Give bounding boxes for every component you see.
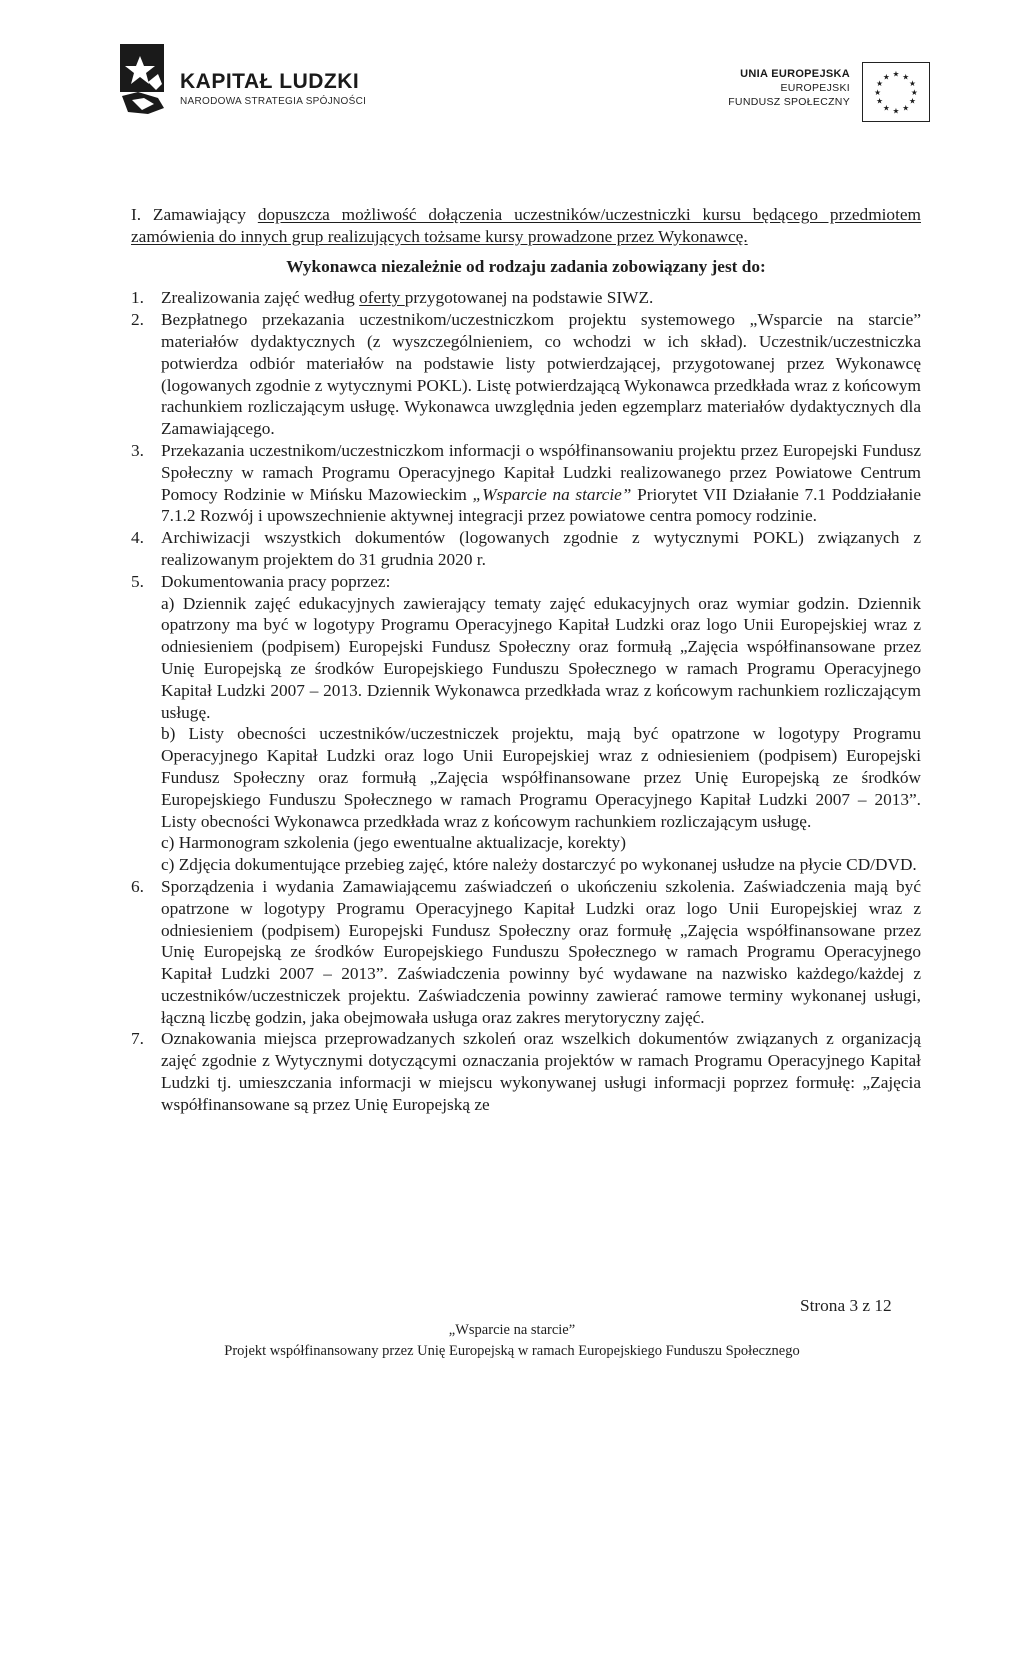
- svg-text:★: ★: [892, 106, 900, 116]
- footer-cofinance-note: Projekt współfinansowany przez Unię Europejską w ramach Europejskiego Funduszu Społecznego: [224, 1343, 800, 1359]
- list-item: [131, 571, 921, 876]
- item-number: 2.: [131, 310, 144, 330]
- eu-logo-text: [728, 68, 850, 108]
- svg-text:★: ★: [882, 103, 890, 113]
- item-text: Dokumentowania pracy poprzez:: [161, 571, 391, 591]
- svg-text:★: ★: [876, 79, 884, 89]
- item-number: 6.: [131, 876, 144, 896]
- sub-item: b) Listy obecności uczestników/uczestniczek projektu, mają być opatrzone w logotypy Programu Operacyjnego Kapitał Ludzki oraz logo Unii Europejskiej wraz z odniesieniem (podpisem) Europejski Fundusz Społeczny oraz formułą „Zajęcia współfinansowane przez Unię Europejską ze środków Europejskiego Funduszu Społecznego w ramach Programu Operacyjnego Kapitał Ludzki 2007 – 2013”. Listy obecności Wykonawca przedkłada wraz z końcowym rachunkiem rozliczającym usługę.: [161, 724, 921, 831]
- list-item: [131, 1028, 921, 1115]
- item-text: przygotowanej na podstawie SIWZ.: [404, 288, 654, 308]
- document-body: [131, 204, 921, 1116]
- item-text: Zrealizowania zajęć według: [161, 288, 360, 308]
- eu-logo-line3: FUNDUSZ SPOŁECZNY: [728, 96, 850, 108]
- svg-text:★: ★: [902, 103, 910, 113]
- intro-prefix: I. Zamawiający: [131, 205, 258, 224]
- list-item: [131, 876, 921, 1029]
- svg-text:★: ★: [908, 96, 916, 106]
- kapital-ludzki-emblem-icon: [118, 44, 166, 116]
- list-item: [131, 287, 921, 309]
- svg-text:★: ★: [876, 96, 884, 106]
- svg-text:★: ★: [910, 87, 918, 97]
- list-item: [131, 527, 921, 571]
- sub-item: a) Dziennik zajęć edukacyjnych zawierający tematy zajęć edukacyjnych oraz wymiar godzin. Dziennik opatrzony ma być w logotypy Programu Operacyjnego Kapitał Ludzki oraz logo Unii Europejskiej wraz z odniesieniem (podpisem) Europejski Fundusz Społeczny oraz formułą „Zajęcia współfinansowane przez Unię Europejską ze środków Europejskiego Funduszu Społecznego w ramach Programu Operacyjnego Kapitał Ludzki 2007 – 2013. Dziennik Wykonawca przedkłada wraz z końcowym rachunkiem rozliczającym usługę.: [161, 593, 921, 722]
- list-item: [131, 440, 921, 527]
- svg-text:★: ★: [908, 79, 916, 89]
- eu-logo-line2: EUROPEJSKI: [780, 82, 850, 94]
- item-text: Priorytet VII Działanie 7.1 Poddziałanie 7.1.2 Rozwój i upowszechnienie aktywnej integracji przez powiatowe centra pomocy rodzinie.: [161, 484, 921, 526]
- item-text: Przekazania uczestnikom/uczestniczkom informacji o współfinansowaniu projektu przez Europejski Fundusz Społeczny w ramach Programu Operacyjnego Kapitał Ludzki realizowanego przez Powiatowe Centrum Pomocy Rodzinie w Mińsku Mazowieckim: [161, 440, 921, 504]
- svg-text:★: ★: [892, 69, 900, 79]
- page-number: Strona 3 z 12: [800, 1296, 892, 1315]
- kapital-ludzki-logo: [118, 44, 378, 124]
- intro-underlined-text: dopuszcza możliwość dołączenia uczestników/uczestniczki kursu będącego przedmiotem zamówienia do innych grup realizujących tożsame kursy prowadzone przez Wykonawcę.: [131, 205, 921, 246]
- item-underlined-text: oferty: [359, 288, 405, 308]
- kapital-ludzki-subtitle: NARODOWA STRATEGIA SPÓJNOŚCI: [180, 96, 367, 107]
- item-text: Bezpłatnego przekazania uczestnikom/uczestniczkom projektu systemowego „Wsparcie na starcie” materiałów dydaktycznych (z wyszczególnieniem, co wchodzi w ich skład). Uczestnik/uczestniczka potwierdza odbiór materiałów na podstawie listy potwierdzającej, przygotowanej przez Wykonawcę (logowanych zgodnie z wytycznymi POKL). Listę potwierdzającą Wykonawca przedkłada wraz z końcowym rachunkiem rozliczającym usługę. Wykonawca uwzględnia jeden egzemplarz materiałów dydaktycznych dla Zamawiającego.: [161, 310, 921, 439]
- item-number: 1.: [131, 288, 144, 308]
- eu-flag-icon: [862, 62, 930, 122]
- section-heading: Wykonawca niezależnie od rodzaju zadania zobowiązany jest do:: [286, 256, 766, 276]
- eu-logo: [690, 60, 930, 126]
- svg-text:★: ★: [874, 87, 882, 97]
- item-number: 5.: [131, 571, 144, 591]
- svg-text:★: ★: [902, 72, 910, 82]
- intro-paragraph: [131, 204, 921, 248]
- item-number: 7.: [131, 1029, 144, 1049]
- kapital-ludzki-title: KAPITAŁ LUDZKI: [180, 70, 360, 93]
- footer-project-name: „Wsparcie na starcie”: [448, 1322, 576, 1338]
- sub-item: c) Harmonogram szkolenia (jego ewentualne aktualizacje, korekty): [161, 833, 626, 853]
- item-text: Sporządzenia i wydania Zamawiającemu zaświadczeń o ukończeniu szkolenia. Zaświadczenia mają być opatrzone w logotypy Programu Operacyjnego Kapitał Ludzki oraz logo Unii Europejskiej wraz z odniesieniem (podpisem) Europejski Fundusz Społeczny oraz formułę „Zajęcia współfinansowane przez Unię Europejską ze środków Europejskiego Funduszu Społecznego w ramach Programu Operacyjnego Kapitał Ludzki 2007 – 2013”. Zaświadczenia powinny być wydawane na nazwisko każdego/każdej z uczestników/uczestniczek projektu. Zaświadczenia powinny zawierać ramowe terminy wykonanej usługi, łączną liczbę godzin, jaka obejmowała usługa oraz zakres merytoryczny zajęć.: [161, 876, 921, 1027]
- list-item: [131, 309, 921, 440]
- svg-text:★: ★: [882, 72, 890, 82]
- item-italic-text: „Wsparcie na starcie”: [472, 484, 632, 504]
- eu-logo-line1: UNIA EUROPEJSKA: [740, 68, 850, 80]
- item-number: 3.: [131, 440, 144, 460]
- item-number: 4.: [131, 528, 144, 548]
- item-text: Archiwizacji wszystkich dokumentów (logowanych zgodnie z wytycznymi POKL) związanych z realizowanym projektem do 31 grudnia 2020 r.: [161, 528, 921, 569]
- obligations-list: [131, 287, 921, 1115]
- item-text: Oznakowania miejsca przeprowadzanych szkoleń oraz wszelkich dokumentów związanych z organizacją zajęć zgodnie z Wytycznymi dotyczącymi oznaczania projektów w ramach Programu Operacyjnego Kapitał Ludzki tj. umieszczania informacji w miejscu wykonywanej usługi informacji poprzez formułę: „Zajęcia współfinansowane są przez Unię Europejską ze: [161, 1029, 921, 1114]
- sub-item: c) Zdjęcia dokumentujące przebieg zajęć, które należy dostarczyć po wykonanej usłudze na płycie CD/DVD.: [161, 855, 917, 875]
